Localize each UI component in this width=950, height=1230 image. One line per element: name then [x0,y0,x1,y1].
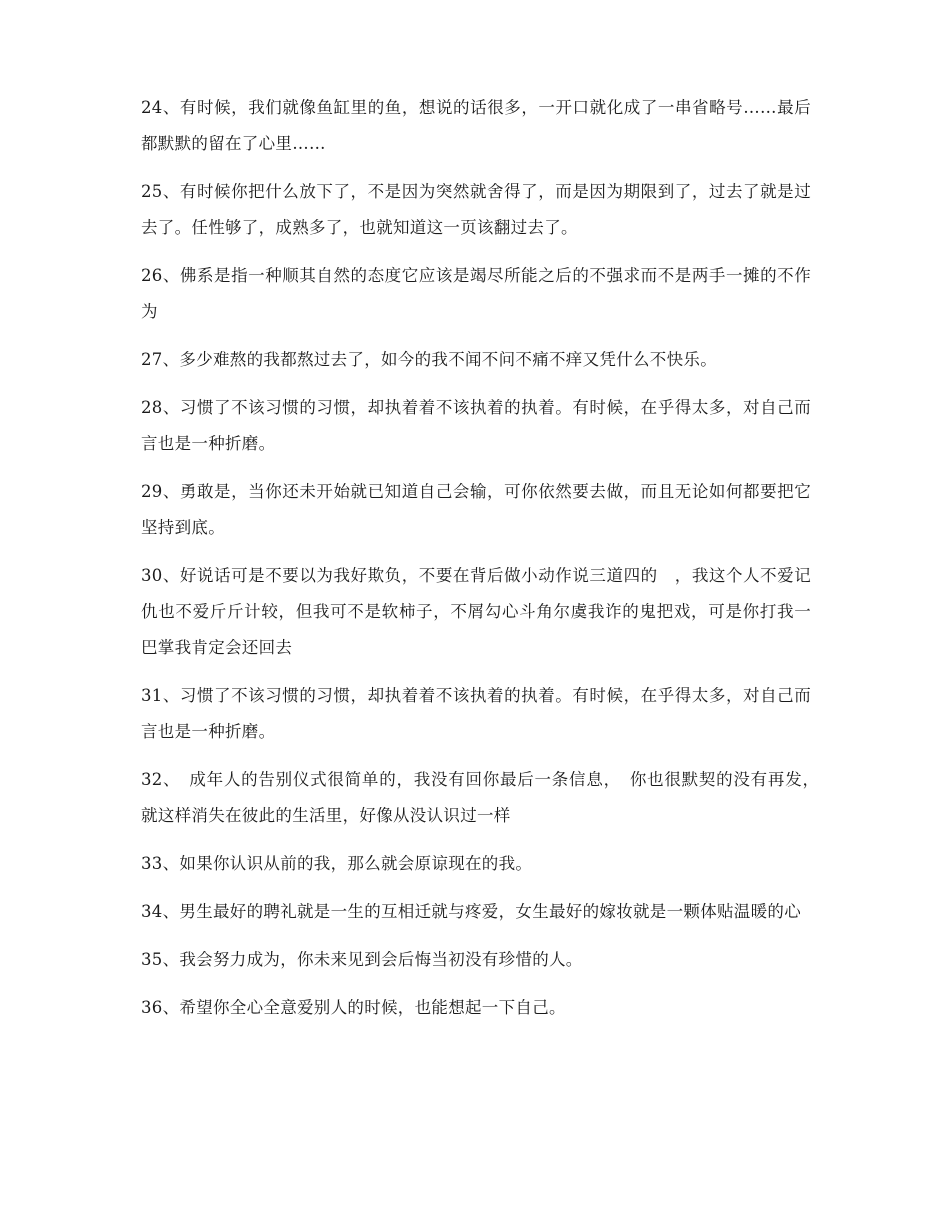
paragraph-34: 34、男生最好的聘礼就是一生的互相迁就与疼爱，女生最好的嫁妆就是一颗体贴温暖的心 [141,902,801,921]
paragraph-32: 32、 成年人的告别仪式很简单的，我没有回你最后一条信息， 你也很默契的没有再发， 就这样消失在彼此的生活里，好像从没认识过一样 [141,770,828,825]
paragraph-35: 35、我会努力成为，你未来见到会后悔当初没有珍惜的人。 [141,950,583,969]
paragraph-29: 29、勇敢是，当你还未开始就已知道自己会输，可你依然要去做，而且无论如何都要把它坚持到底。 [141,482,811,537]
paragraph-27: 27、多少难熬的我都熬过去了，如今的我不闻不问不痛不痒又凭什么不快乐。 [141,350,717,369]
paragraph-31: 31、习惯了不该习惯的习惯，却执着着不该执着的执着。有时候，在乎得太多，对自己而言也是一种折磨。 [141,686,811,741]
paragraph-30: 30、好说话可是不要以为我好欺负，不要在背后做小动作说三道四的 ，我这个人不爱记仇也不爱斤斤计较，但我可不是软柿子，不屑勾心斗角尔虞我诈的鬼把戏，可是你打我一巴掌我肯定会还回去 [141,566,811,657]
paragraph-28: 28、习惯了不该习惯的习惯，却执着着不该执着的执着。有时候，在乎得太多，对自己而言也是一种折磨。 [141,398,811,453]
paragraph-26: 26、佛系是指一种顺其自然的态度它应该是竭尽所能之后的不强求而不是两手一摊的不作为 [141,266,811,321]
document-body [141,90,828,1038]
paragraph-25: 25、有时候你把什么放下了，不是因为突然就舍得了，而是因为期限到了，过去了就是过去了。任性够了，成熟多了，也就知道这一页该翻过去了。 [141,182,811,237]
paragraph-36: 36、希望你全心全意爱别人的时候，也能想起一下自己。 [141,998,566,1017]
paragraph-24: 24、有时候，我们就像鱼缸里的鱼，想说的话很多，一开口就化成了一串省略号……最后都默默的留在了心里…… [141,98,811,153]
paragraph-33: 33、如果你认识从前的我，那么就会原谅现在的我。 [141,854,533,873]
